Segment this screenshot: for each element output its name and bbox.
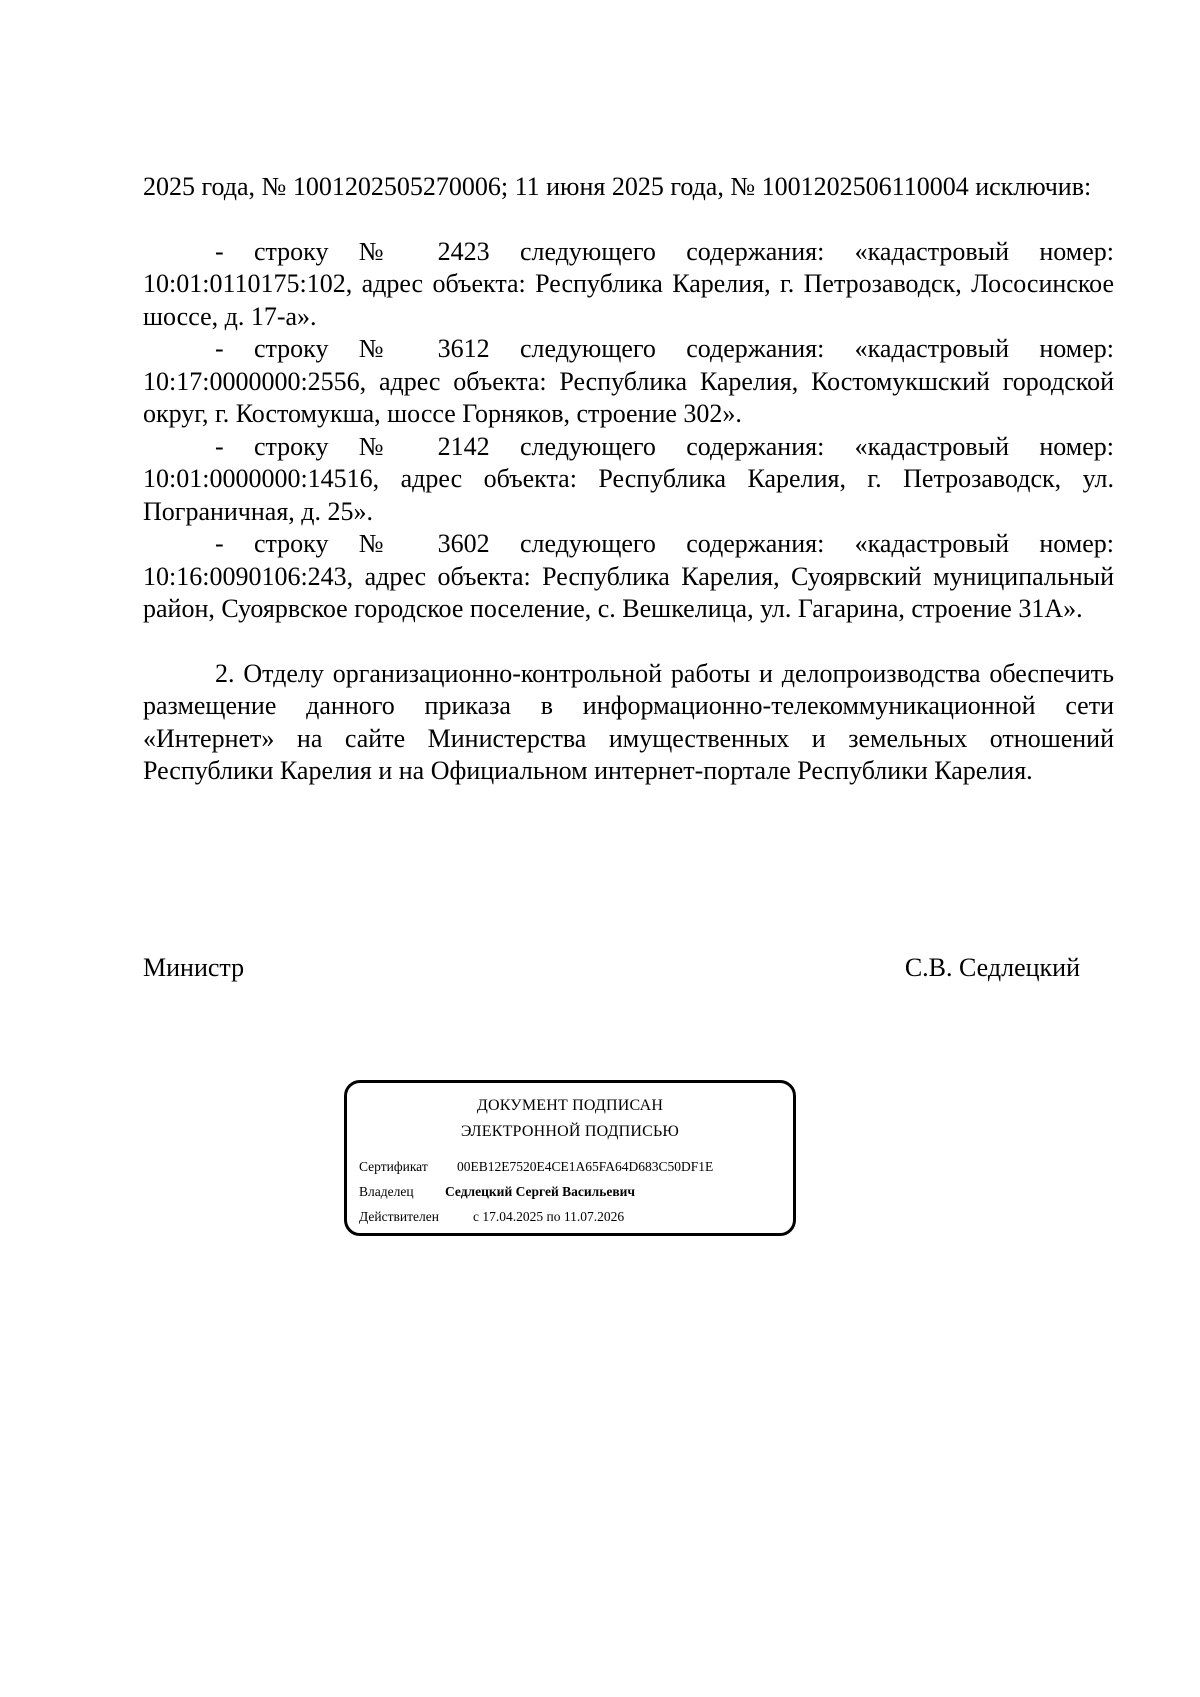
text-line: городской округ, г. Костомукша, шоссе Горняков, строение 302». bbox=[143, 366, 1115, 428]
signatory-position: Министр bbox=[143, 953, 245, 982]
electronic-signature-stamp bbox=[344, 1080, 796, 1236]
stamp-validity-label: Действителен bbox=[359, 1209, 439, 1224]
paragraph-exclusion-2423 bbox=[143, 236, 1114, 334]
document-body bbox=[143, 171, 1114, 788]
signature-block bbox=[143, 952, 1080, 984]
text-line: Лососинское шоссе, д. 17-а». bbox=[143, 269, 1114, 331]
paragraph-exclusion-3602 bbox=[143, 528, 1114, 626]
stamp-validity-row bbox=[359, 1207, 624, 1227]
text-line: ул. Пограничная, д. 25». bbox=[143, 464, 1115, 526]
text-line: 10:01:0110175:102, адрес объекта: Республика Карелия, г. Петрозаводск, bbox=[143, 269, 962, 298]
signatory-name: С.В. Седлецкий bbox=[904, 953, 1080, 982]
text-line: 10:01:0000000:14516, адрес объекта: Республика Карелия, г. Петрозаводск, bbox=[143, 464, 1062, 493]
stamp-certificate-row bbox=[359, 1157, 713, 1177]
text-line: 2025 года, № 1001202505270006; 11 июня 2025 года, № 1001202506110004 bbox=[143, 172, 969, 201]
text-line: Официальном интернет-портале Республики Карелия. bbox=[430, 756, 1033, 785]
paragraph-intro bbox=[143, 171, 1114, 204]
text-line: обеспечить размещение данного приказа в информационно- bbox=[143, 658, 1114, 720]
text-line: телекоммуникационной сети «Интернет» на сайте Министерства bbox=[143, 691, 1114, 753]
paragraph-exclusion-2142 bbox=[143, 431, 1114, 529]
text-line: исключив: bbox=[975, 172, 1092, 201]
text-line: имущественных и земельных отношений Республики Карелия и на bbox=[143, 723, 1115, 785]
text-line: ул. Гагарина, строение 31А». bbox=[760, 594, 1083, 623]
text-line: 10:16:0090106:243, адрес объекта: Республика Карелия, Суоярвский bbox=[143, 561, 922, 591]
stamp-validity-value: с 17.04.2025 по 11.07.2026 bbox=[473, 1209, 625, 1224]
text-line: муниципальный район, Суоярвское городское поселение, с. Вешкелица, bbox=[143, 561, 1114, 623]
paragraph-exclusion-3612 bbox=[143, 333, 1114, 431]
text-line: 2. Отделу организационно-контрольной работы и делопроизводства bbox=[215, 658, 981, 688]
text-line: 10:17:0000000:2556, адрес объекта: Республика Карелия, Костомукшский bbox=[143, 366, 990, 396]
text-line: - строку № 3602 следующего содержания: «кадастровый номер: bbox=[215, 529, 1114, 558]
text-line: - строку № 3612 следующего содержания: «кадастровый номер: bbox=[215, 334, 1114, 363]
stamp-owner-row bbox=[359, 1182, 635, 1202]
stamp-owner-label: Владелец bbox=[359, 1184, 414, 1199]
stamp-title-line2: ЭЛЕКТРОННОЙ ПОДПИСЬЮ bbox=[460, 1123, 680, 1140]
text-line: - строку № 2423 следующего содержания: «кадастровый номер: bbox=[215, 236, 1114, 266]
stamp-owner-value: Седлецкий Сергей Васильевич bbox=[445, 1184, 636, 1199]
stamp-certificate-value: 00EB12E7520E4CE1A65FA64D683C50DF1E bbox=[457, 1159, 714, 1174]
stamp-title-line1: ДОКУМЕНТ ПОДПИСАН bbox=[476, 1097, 664, 1114]
text-line: - строку № 2142 следующего содержания: «кадастровый номер: bbox=[215, 431, 1114, 461]
paragraph-publication-order bbox=[143, 658, 1114, 788]
stamp-certificate-label: Сертификат bbox=[359, 1159, 428, 1174]
